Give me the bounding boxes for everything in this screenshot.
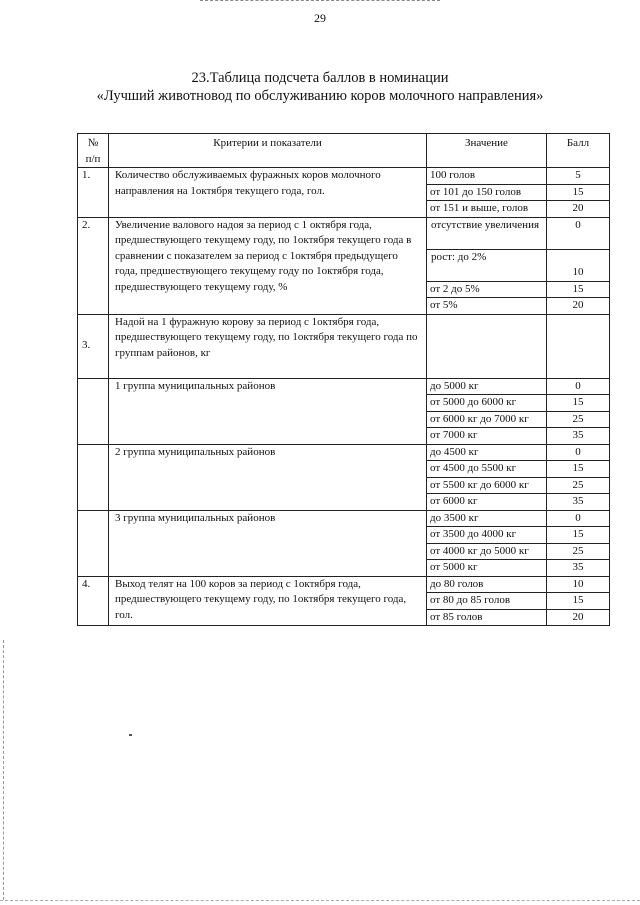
score-cell: 25 [547,477,610,494]
row-number: 1. [78,168,109,218]
score-cell: 10 [547,576,610,593]
score-cell: 15 [547,593,610,610]
score-cell: 15 [547,281,610,298]
value-cell: от 6000 кг до 7000 кг [427,411,547,428]
value-cell: отсутствие увеличения [427,217,547,249]
value-cell-empty [427,314,547,378]
value-cell: от 5500 кг до 6000 кг [427,477,547,494]
score-cell: 15 [547,461,610,478]
value-cell: от 5000 до 6000 кг [427,395,547,412]
value-cell: до 80 голов [427,576,547,593]
value-cell: от 4000 кг до 5000 кг [427,543,547,560]
row-number-empty [78,510,109,576]
value-cell: до 3500 кг [427,510,547,527]
value-cell: от 151 и выше, голов [427,201,547,218]
score-cell: 35 [547,428,610,445]
score-cell: 15 [547,184,610,201]
value-cell: от 4500 до 5500 кг [427,461,547,478]
value-cell: от 7000 кг [427,428,547,445]
group-label: 1 группа муниципальных районов [109,378,427,444]
row-criteria: Увеличение валового надоя за период с 1 октября года, предшествующего текущему году, по 1октября текущего года в сравнении с показателем за период с 1октября предыдущего года, предшествующего текущему году по 1октября года, предшествующего текущему году, % [109,217,427,314]
score-cell: 35 [547,494,610,511]
score-cell: 15 [547,395,610,412]
score-cell: 0 [547,510,610,527]
score-cell: 0 [547,378,610,395]
scan-top-edge [200,0,440,3]
score-cell: 10 [547,249,610,281]
row-number: 3. [78,314,109,378]
row-number-empty [78,444,109,510]
table-row [78,378,610,395]
table-row [78,576,610,593]
table-row [78,314,610,378]
row-criteria: Надой на 1 фуражную корову за период с 1октября года, предшествующего текущему году, по 1октября текущего года по группам районов, кг [109,314,427,378]
value-cell: от 2 до 5% [427,281,547,298]
value-cell: от 101 до 150 голов [427,184,547,201]
group-label: 3 группа муниципальных районов [109,510,427,576]
value-cell: 100 голов [427,168,547,185]
table-row [78,444,610,461]
title-line-2: «Лучший животновод по обслуживанию коров молочного направления» [96,88,544,104]
value-cell: от 3500 до 4000 кг [427,527,547,544]
row-number: 2. [78,217,109,314]
header-criteria: Критерии и показатели [109,134,427,168]
score-cell: 5 [547,168,610,185]
score-cell: 25 [547,411,610,428]
scan-bottom-edge [0,900,640,902]
header-value: Значение [427,134,547,168]
value-cell: до 4500 кг [427,444,547,461]
table-header-row [78,134,610,168]
value-cell: рост: до 2% [427,249,547,281]
value-cell: до 5000 кг [427,378,547,395]
score-cell: 0 [547,217,610,249]
score-cell: 35 [547,560,610,577]
value-cell: от 6000 кг [427,494,547,511]
group-label: 2 группа муниципальных районов [109,444,427,510]
row-number: 4. [78,576,109,626]
score-cell: 25 [547,543,610,560]
score-cell: 15 [547,527,610,544]
table-row [78,510,610,527]
score-cell: 0 [547,444,610,461]
value-cell: от 85 голов [427,609,547,626]
header-num: № п/п [78,134,109,168]
page-number: 29 [314,11,326,25]
row-criteria: Количество обслуживаемых фуражных коров молочного направления на 1октября текущего года, гол. [109,168,427,218]
title-line-1: 23.Таблица подсчета баллов в номинации [191,70,449,86]
row-criteria: Выход телят на 100 коров за период с 1октября года, предшествующего текущему году, по 1октября текущего года, гол. [109,576,427,626]
document-title [0,69,640,105]
score-cell: 20 [547,609,610,626]
header-score: Балл [547,134,610,168]
value-cell: от 80 до 85 голов [427,593,547,610]
row-number-empty [78,378,109,444]
value-cell: от 5000 кг [427,560,547,577]
scan-left-edge [3,640,5,900]
table-row [78,217,610,249]
score-cell: 20 [547,201,610,218]
table-row [78,168,610,185]
scan-speck [129,734,132,736]
value-cell: от 5% [427,298,547,315]
score-cell: 20 [547,298,610,315]
scoring-table [77,133,610,626]
score-cell-empty [547,314,610,378]
